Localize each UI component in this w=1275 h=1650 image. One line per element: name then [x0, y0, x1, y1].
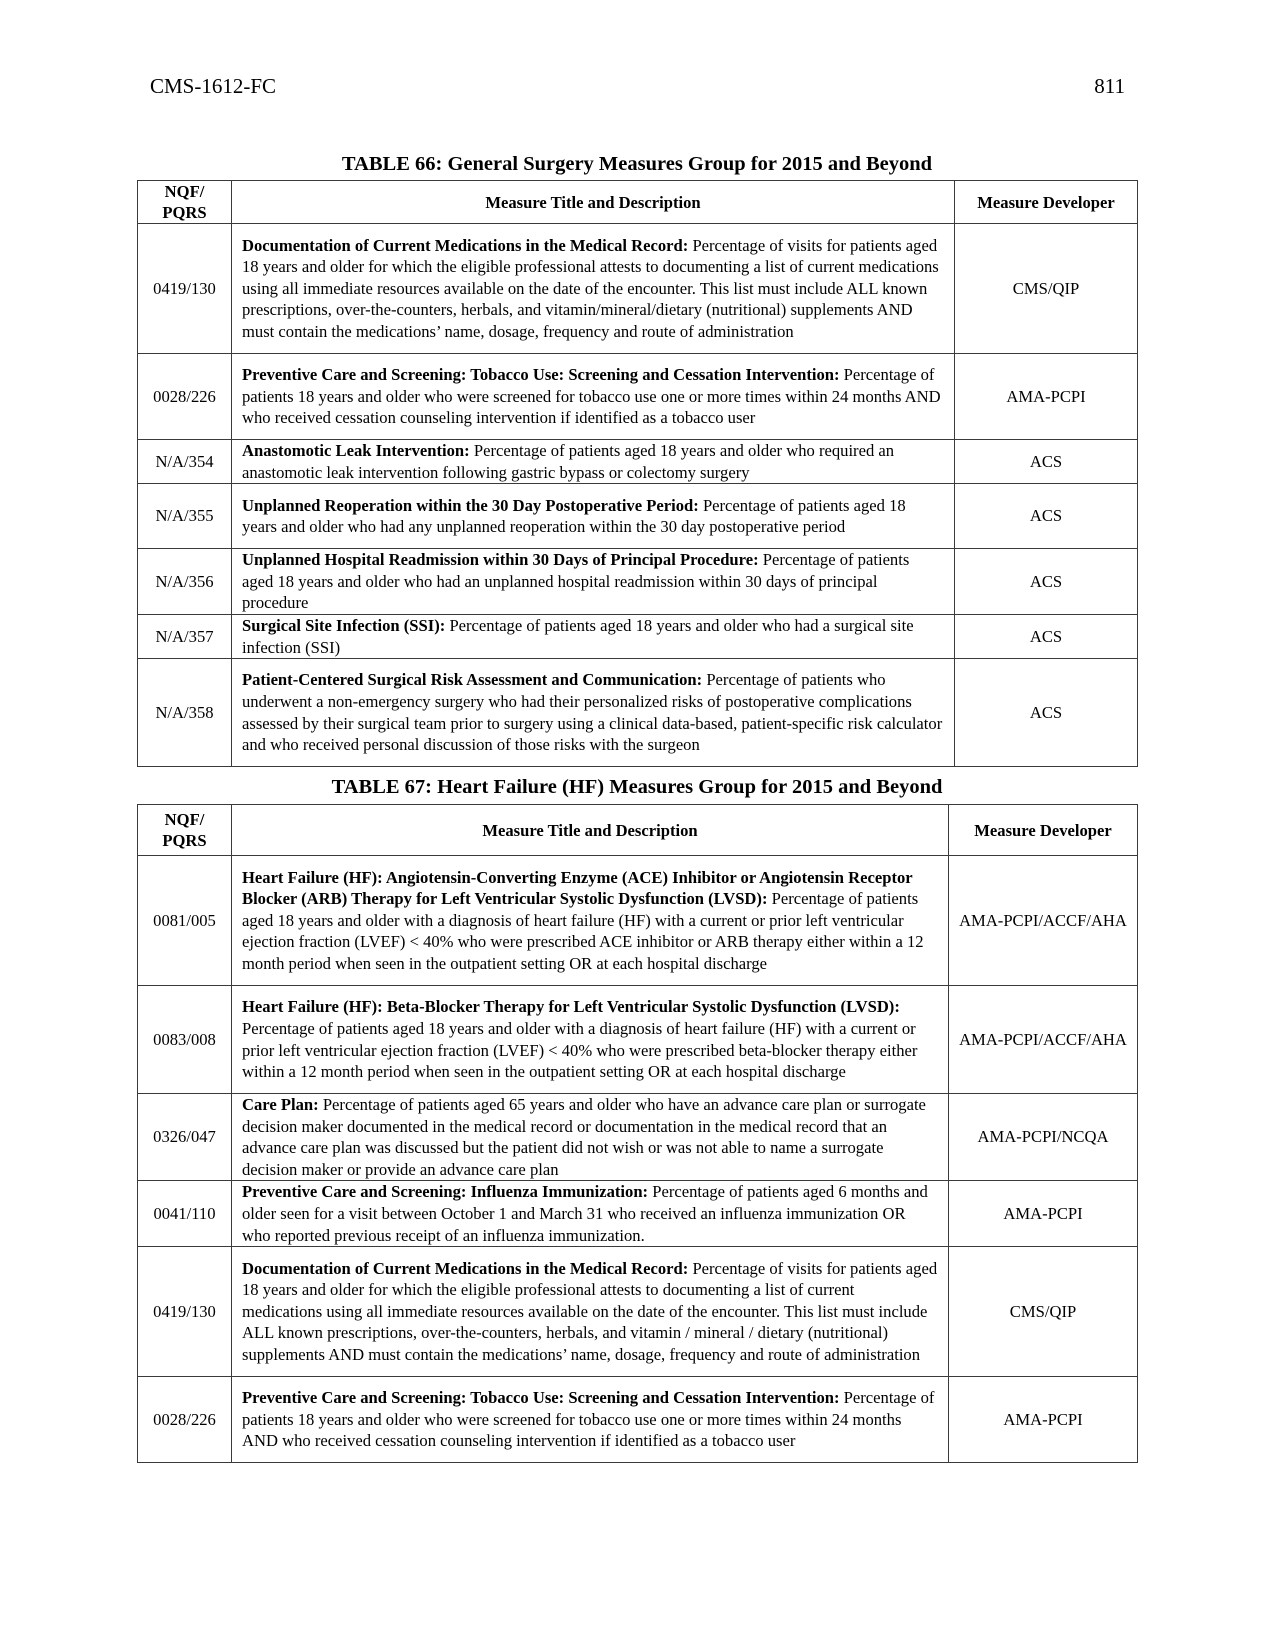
measure-description [232, 549, 955, 615]
measure-developer: AMA-PCPI/ACCF/AHA [949, 856, 1138, 986]
column-header-nqf-pqrs: NQF/ PQRS [138, 181, 232, 224]
measure-title: Anastomotic Leak Intervention: [242, 441, 470, 460]
measure-text: Percentage of patients 18 years and older who were screened for tobacco use one or more times within 24 months AND who received cessation counseling intervention if identified as a tobacco user [242, 365, 941, 428]
measure-text: Percentage of patients aged 6 months and older seen for a visit between October 1 and March 31 who received an influenza immunization OR who reported previous receipt of an influenza immunization. [242, 1182, 928, 1245]
measure-title: Preventive Care and Screening: Tobacco Use: Screening and Cessation Intervention: [242, 1388, 840, 1408]
measure-code: 0041/110 [138, 1181, 232, 1247]
measure-developer: ACS [955, 440, 1138, 484]
measure-code: 0419/130 [138, 1247, 232, 1377]
measure-title: Unplanned Hospital Readmission within 30 Days of Principal Procedure: [242, 550, 759, 570]
measure-description [232, 986, 949, 1094]
table-67 [137, 804, 1138, 1463]
table-row [138, 224, 1138, 354]
measure-text: Percentage of patients aged 18 years and older who required an anastomotic leak intervention following gastric bypass or colectomy surgery [242, 441, 895, 482]
measure-code: 0028/226 [138, 354, 232, 440]
document-id: CMS-1612-FC [150, 74, 277, 98]
table-header-row [138, 805, 1138, 856]
measure-code: 0419/130 [138, 224, 232, 354]
measure-text: Percentage of patients aged 65 years and older who have an advance care plan or surrogate decision maker documented in the medical record or documentation in the medical record that an advance care plan was discussed but the patient did not wish or was not able to name a surrogate decision maker or provide an advance care plan [242, 1095, 926, 1179]
measure-code: N/A/355 [138, 484, 232, 549]
measure-title: Heart Failure (HF): Beta-Blocker Therapy for Left Ventricular Systolic Dysfunction (LVSD): [242, 997, 900, 1017]
table-header-row [138, 181, 1138, 224]
measure-code: 0326/047 [138, 1094, 232, 1181]
table-row [138, 986, 1138, 1094]
measure-title: Heart Failure (HF): Angiotensin-Converting Enzyme (ACE) Inhibitor or Angiotensin Receptor Blocker (ARB) Therapy for Left Ventricular Systolic Dysfunction (LVSD): [242, 867, 913, 909]
table-row [138, 614, 1138, 658]
measure-title: Preventive Care and Screening: Tobacco Use: Screening and Cessation Intervention: [242, 365, 840, 385]
measure-description [232, 484, 955, 549]
measure-title: Documentation of Current Medications in the Medical Record: [242, 235, 689, 255]
page-number: 811 [1094, 74, 1125, 98]
table-67-caption: TABLE 67: Heart Failure (HF) Measures Group for 2015 and Beyond [331, 776, 943, 798]
measure-title: Care Plan: [242, 1095, 319, 1114]
measure-text: Percentage of patients aged 18 years and older who had any unplanned reoperation within the 30 day postoperative period [242, 495, 906, 537]
column-header-measure-title: Measure Title and Description [232, 181, 955, 224]
table-row [138, 659, 1138, 767]
column-header-measure-title: Measure Title and Description [232, 805, 949, 856]
measure-code: N/A/357 [138, 614, 232, 658]
measure-developer: AMA-PCPI [949, 1377, 1138, 1463]
table-row [138, 484, 1138, 549]
table-row [138, 1377, 1138, 1463]
measure-title: Surgical Site Infection (SSI): [242, 615, 446, 635]
measure-code: N/A/356 [138, 549, 232, 615]
measure-text: Percentage of visits for patients aged 18 years and older for which the eligible professional attests to documenting a list of current medications using all immediate resources available on the date of the encounter. This list must include ALL known prescriptions, over-the-counters, herbals, and vitamin/mineral/dietary (nutritional) supplements AND must contain the medications’ name, dosage, frequency and route of administration [242, 235, 939, 341]
column-header-measure-developer: Measure Developer [949, 805, 1138, 856]
measure-developer: AMA-PCPI [955, 354, 1138, 440]
measure-description [232, 354, 955, 440]
measure-description [232, 1247, 949, 1377]
measure-title: Preventive Care and Screening: Influenza Immunization: [242, 1182, 649, 1202]
measure-description [232, 224, 955, 354]
table-row [138, 856, 1138, 986]
table-row [138, 1094, 1138, 1181]
measure-text: Percentage of patients aged 18 years and older with a diagnosis of heart failure (HF) with a current or prior left ventricular ejection fraction (LVEF) < 40% who were prescribed ACE inhibitor or ARB therapy either within a 12 month period when seen in the outpatient setting OR at each hospital discharge [242, 889, 924, 973]
table-row [138, 549, 1138, 615]
measure-developer: AMA-PCPI [949, 1181, 1138, 1247]
measure-description [232, 1181, 949, 1247]
measure-title: Unplanned Reoperation within the 30 Day Postoperative Period: [242, 495, 699, 515]
measure-developer: AMA-PCPI/ACCF/AHA [949, 986, 1138, 1094]
table-66 [137, 180, 1138, 767]
column-header-nqf-pqrs: NQF/ PQRS [138, 805, 232, 856]
measure-developer: ACS [955, 614, 1138, 658]
measure-text: Percentage of patients aged 18 years and older who had an unplanned hospital readmission within 30 days of principal procedure [242, 550, 910, 613]
measure-developer: CMS/QIP [955, 224, 1138, 354]
measure-text: Percentage of patients who underwent a non-emergency surgery who had their personalized risks of postoperative complications assessed by their surgical team prior to surgery using a clinical data-based, patient-specific risk calculator and who received personal discussion of those risks with the surgeon [242, 670, 943, 755]
measure-code: N/A/358 [138, 659, 232, 767]
measure-title: Patient-Centered Surgical Risk Assessment and Communication: [242, 670, 703, 690]
table-row [138, 1247, 1138, 1377]
measure-text: Percentage of visits for patients aged 18 years and older for which the eligible professional attests to documenting a list of current medications using all immediate resources available on the date of the encounter. This list must include ALL known prescriptions, over-the-counters, herbals, and vitamin / mineral / dietary (nutritional) supplements AND must contain the medications’ name, dosage, frequency and route of administration [242, 1258, 938, 1365]
table-66-caption: TABLE 66: General Surgery Measures Group for 2015 and Beyond [341, 153, 933, 175]
measure-code: N/A/354 [138, 440, 232, 484]
table-row [138, 354, 1138, 440]
table-row [138, 440, 1138, 484]
measure-text: Percentage of patients aged 18 years and older with a diagnosis of heart failure (HF) with a current or prior left ventricular ejection fraction (LVEF) < 40% who were prescribed beta-blocker therapy either within a 12 month period when seen in the outpatient setting OR at each hospital discharge [242, 1018, 918, 1082]
measure-description [232, 1377, 949, 1463]
measure-developer: ACS [955, 549, 1138, 615]
measure-developer: ACS [955, 659, 1138, 767]
measure-title: Documentation of Current Medications in the Medical Record: [242, 1258, 689, 1278]
measure-description [232, 1094, 949, 1181]
measure-developer: CMS/QIP [949, 1247, 1138, 1377]
measure-description [232, 614, 955, 658]
measure-developer: ACS [955, 484, 1138, 549]
measure-text: Percentage of patients aged 18 years and older who had a surgical site infection (SSI) [242, 615, 914, 657]
measure-code: 0083/008 [138, 986, 232, 1094]
measure-description [232, 659, 955, 767]
page-header [150, 74, 1125, 104]
measure-description [232, 856, 949, 986]
measure-description [232, 440, 955, 484]
column-header-measure-developer: Measure Developer [955, 181, 1138, 224]
table-row [138, 1181, 1138, 1247]
measure-text: Percentage of patients 18 years and older who were screened for tobacco use one or more times within 24 months AND who received cessation counseling intervention if identified as a tobacco user [242, 1388, 935, 1451]
measure-developer: AMA-PCPI/NCQA [949, 1094, 1138, 1181]
measure-code: 0028/226 [138, 1377, 232, 1463]
measure-code: 0081/005 [138, 856, 232, 986]
